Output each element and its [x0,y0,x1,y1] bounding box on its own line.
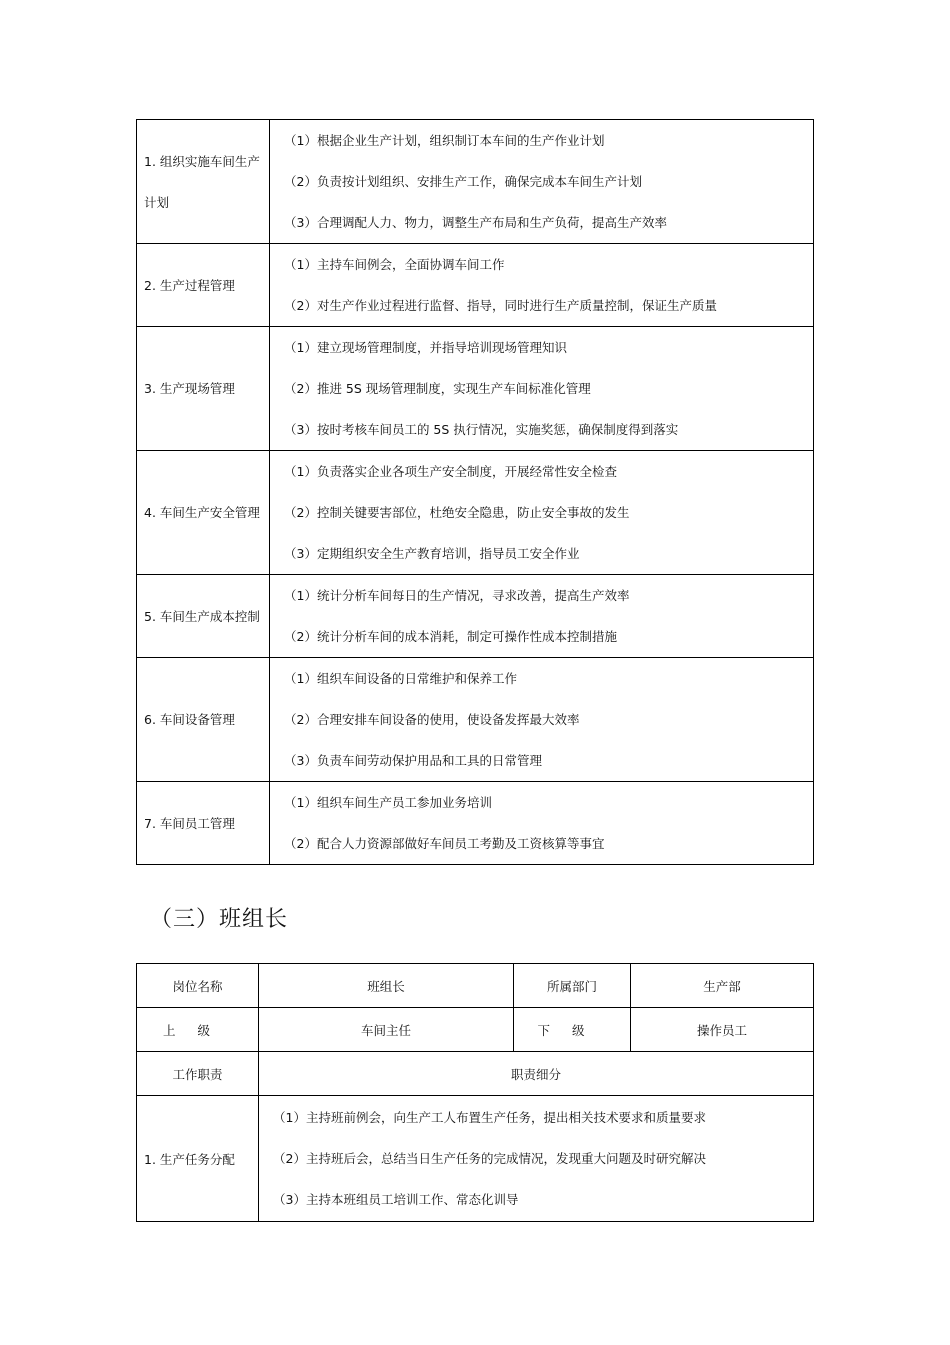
duty-title: 1. 生产任务分配 [137,1096,259,1222]
duty-items [259,1096,814,1222]
duty-item: （2）负责按计划组织、安排生产工作，确保完成本车间生产计划 [284,174,642,189]
duty-row [137,244,814,327]
post-name-label: 岗位名称 [137,964,259,1008]
duty-item: （1）建立现场管理制度，并指导培训现场管理知识 [284,340,567,355]
duty-row [137,782,814,865]
duty-item: （1）主持班前例会，向生产工人布置生产任务，提出相关技术要求和质量要求 [273,1110,706,1125]
superior-label: 上级 [137,1008,259,1052]
workshop-duties-table [136,119,814,865]
duty-items [270,575,814,658]
duty-item: （3）主持本班组员工培训工作、常态化训导 [273,1192,519,1207]
duty-item: （2）推进 5S 现场管理制度，实现生产车间标准化管理 [284,381,591,396]
duty-item: （2）统计分析车间的成本消耗，制定可操作性成本控制措施 [284,629,617,644]
duty-item: （2）主持班后会，总结当日生产任务的完成情况，发现重大问题及时研究解决 [273,1151,706,1166]
section-heading: （三）班组长 [150,907,289,932]
duty-item: （2）控制关键要害部位，杜绝安全隐患，防止安全事故的发生 [284,505,630,520]
duty-item: （1）组织车间设备的日常维护和保养工作 [284,671,517,686]
duty-title: 2. 生产过程管理 [137,244,270,327]
post-row [137,964,814,1008]
dept-label: 所属部门 [514,964,631,1008]
post-name-value: 班组长 [259,964,514,1008]
duty-title: 1. 组织实施车间生产计划 [137,120,270,244]
duty-row [137,575,814,658]
duty-row [137,120,814,244]
duty-items [270,327,814,451]
duty-items [270,658,814,782]
duty-title: 3. 生产现场管理 [137,327,270,451]
duty-title: 7. 车间员工管理 [137,782,270,865]
subordinate-label: 下级 [514,1008,631,1052]
duty-detail-label: 职责细分 [259,1052,814,1096]
duty-header-row [137,1052,814,1096]
duty-title: 4. 车间生产安全管理 [137,451,270,575]
duty-item: （1）组织车间生产员工参加业务培训 [284,795,492,810]
subordinate-value: 操作员工 [631,1008,814,1052]
duty-row [137,451,814,575]
duty-label: 工作职责 [137,1052,259,1096]
duty-item: （3）定期组织安全生产教育培训，指导员工安全作业 [284,546,580,561]
duty-item: （1）负责落实企业各项生产安全制度，开展经常性安全检查 [284,464,617,479]
duty-row [137,1096,814,1222]
duty-item: （2）配合人力资源部做好车间员工考勤及工资核算等事宜 [284,836,605,851]
duty-item: （3）按时考核车间员工的 5S 执行情况，实施奖惩，确保制度得到落实 [284,422,679,437]
duty-title: 6. 车间设备管理 [137,658,270,782]
hierarchy-row [137,1008,814,1052]
duty-items [270,244,814,327]
duty-items [270,451,814,575]
duty-row [137,658,814,782]
duty-item: （2）对生产作业过程进行监督、指导，同时进行生产质量控制，保证生产质量 [284,298,717,313]
duty-item: （3）负责车间劳动保护用品和工具的日常管理 [284,753,542,768]
duty-items [270,120,814,244]
duty-title: 5. 车间生产成本控制 [137,575,270,658]
duty-row [137,327,814,451]
duty-item: （1）根据企业生产计划，组织制订本车间的生产作业计划 [284,133,605,148]
duty-item: （2）合理安排车间设备的使用，使设备发挥最大效率 [284,712,580,727]
duty-item: （1）主持车间例会，全面协调车间工作 [284,257,505,272]
superior-value: 车间主任 [259,1008,514,1052]
duty-items [270,782,814,865]
duty-item: （3）合理调配人力、物力，调整生产布局和生产负荷，提高生产效率 [284,215,667,230]
duty-item: （1）统计分析车间每日的生产情况，寻求改善，提高生产效率 [284,588,630,603]
team-leader-table [136,963,814,1222]
dept-value: 生产部 [631,964,814,1008]
